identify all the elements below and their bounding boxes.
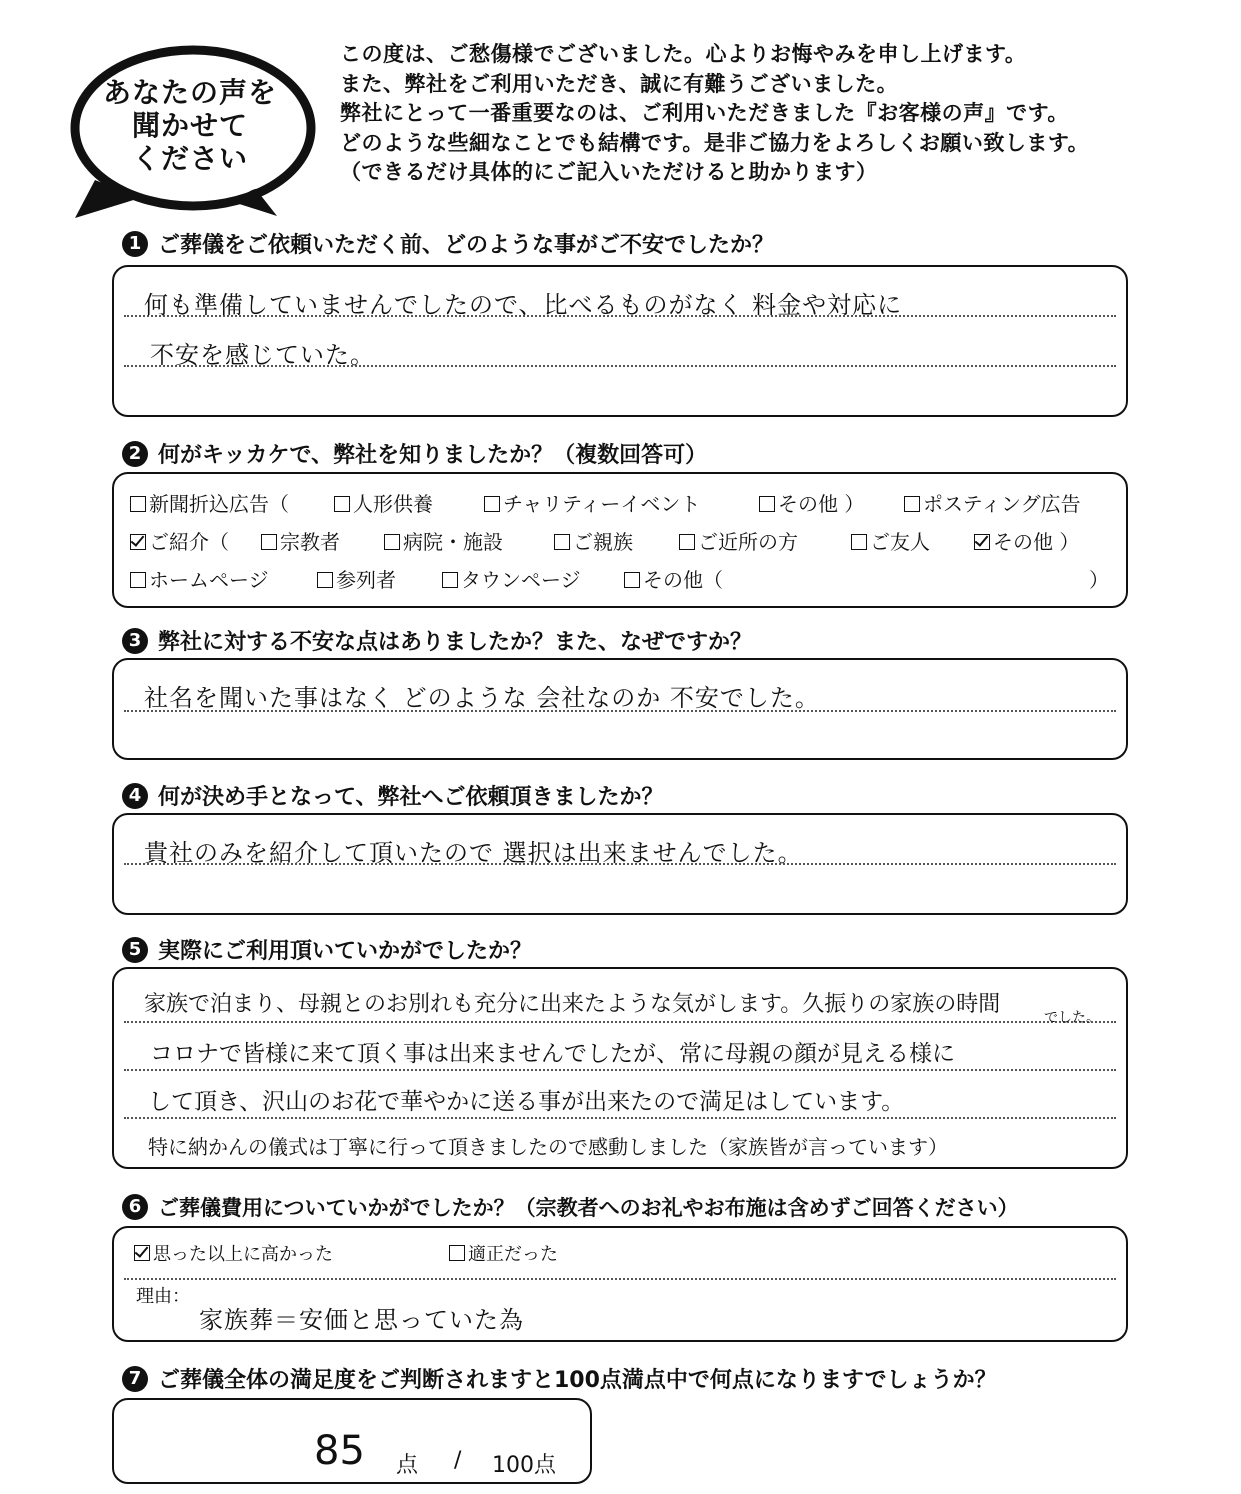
- handwritten-answer-line: して頂き、沢山のお花で華やかに送る事が出来たので満足はしています。: [148, 1089, 905, 1115]
- checkbox[interactable]: [334, 496, 350, 512]
- closing-paren: ）: [1089, 568, 1109, 592]
- handwritten-reason: 家族葬＝安価と思っていた為: [199, 1306, 524, 1334]
- score-slash: /: [454, 1448, 462, 1473]
- number-badge-2: 2: [122, 441, 148, 467]
- question-3-text: 弊社に対する不安な点はありましたか？また、なぜですか？: [158, 630, 753, 655]
- checkbox[interactable]: [130, 496, 146, 512]
- checkbox[interactable]: [384, 534, 400, 550]
- question-1: [122, 228, 774, 259]
- answer-box-3[interactable]: [112, 658, 1128, 760]
- speech-bubble: [55, 40, 325, 230]
- option-other-3[interactable]: [624, 564, 723, 593]
- option-label: 適正だった: [468, 1244, 558, 1265]
- number-badge-3: 3: [122, 628, 148, 654]
- checkbox[interactable]: [759, 496, 775, 512]
- intro-line: この度は、ご愁傷様でございました。心よりお悔やみを申し上げます。: [340, 42, 1027, 66]
- question-7-text: ご葬儀全体の満足度をご判断されますと100点満点中で何点になりますでしょうか？: [158, 1368, 997, 1393]
- option-label: ご友人: [870, 530, 930, 554]
- question-6-text: ご葬儀費用についていかがでしたか？（宗教者へのお礼やお布施は含めずご回答ください）: [158, 1196, 1019, 1220]
- score-max: 100点: [492, 1453, 556, 1478]
- question-2-text: 何がキッカケで、弊社を知りましたか？（複数回答可）: [158, 443, 708, 468]
- reason-label: 理由：: [136, 1286, 190, 1307]
- intro-line: どのような些細なことでも結構です。是非ご協力をよろしくお願い致します。: [340, 130, 1090, 155]
- checkbox-checked[interactable]: [134, 1245, 150, 1261]
- intro-line: また、弊社をご利用いただき、誠に有難うございました。: [340, 71, 899, 96]
- handwritten-answer-line: 特に納かんの儀式は丁寧に行って頂きましたので感動しました（家族皆が言っています）: [148, 1135, 948, 1159]
- number-badge-5: 5: [122, 937, 148, 963]
- option-label: その他（: [643, 568, 723, 592]
- handwritten-answer-tail: でした。: [1044, 1010, 1100, 1026]
- ruled-line: [124, 1021, 1116, 1023]
- option-other-2[interactable]: [974, 526, 1079, 555]
- checkbox[interactable]: [484, 496, 500, 512]
- question-1-text: ご葬儀をご依頼いただく前、どのような事がご不安でしたか？: [158, 233, 775, 258]
- checkbox-checked[interactable]: [130, 534, 146, 550]
- option-hospital[interactable]: [384, 526, 503, 555]
- handwritten-answer-line: 家族で泊まり、母親とのお別れも充分に出来たような気がします。久振りの家族の時間: [144, 992, 1001, 1017]
- question-4: [122, 780, 664, 811]
- handwritten-answer-line: コロナで皆様に来て頂く事は出来ませんでしたが、常に母親の顔が見える様に: [150, 1041, 955, 1067]
- option-other-1[interactable]: [759, 488, 864, 517]
- score-unit: 点: [396, 1453, 419, 1478]
- option-label: ご紹介（: [149, 530, 229, 554]
- number-badge-4: 4: [122, 783, 148, 809]
- handwritten-answer-line: 社名を聞いた事はなく どのような 会社なのか 不安でした。: [144, 684, 820, 712]
- checkbox[interactable]: [624, 572, 640, 588]
- checkbox[interactable]: [261, 534, 277, 550]
- answer-box-1[interactable]: [112, 265, 1128, 417]
- checkbox[interactable]: [449, 1245, 465, 1261]
- handwritten-answer-line: 何も準備していませんでしたので、比べるものがなく 料金や対応に: [144, 291, 903, 319]
- option-homepage[interactable]: [130, 564, 269, 593]
- option-more-expensive[interactable]: [134, 1240, 333, 1266]
- option-label: 病院・施設: [403, 530, 503, 554]
- option-clergy[interactable]: [261, 526, 340, 555]
- option-label: ホームページ: [149, 568, 269, 592]
- checkbox[interactable]: [554, 534, 570, 550]
- number-badge-1: 1: [122, 231, 148, 257]
- option-relatives[interactable]: [554, 526, 633, 555]
- option-attendee[interactable]: [317, 564, 396, 593]
- answer-box-6: [112, 1226, 1128, 1342]
- bubble-title: [95, 76, 285, 175]
- ruled-line: [124, 1069, 1116, 1071]
- ruled-line: [124, 1117, 1116, 1119]
- ruled-line: [124, 1278, 1116, 1280]
- question-2: [122, 438, 707, 469]
- option-label: タウンページ: [461, 568, 581, 592]
- bubble-line: 聞かせて: [131, 109, 248, 142]
- question-5-text: 実際にご利用頂いていかがでしたか？: [158, 939, 533, 964]
- option-label: その他 ）: [993, 530, 1080, 554]
- option-label: ご近所の方: [698, 530, 798, 554]
- question-5: [122, 934, 532, 965]
- question-7: [122, 1363, 997, 1394]
- option-neighbors[interactable]: [679, 526, 798, 555]
- answer-box-4[interactable]: [112, 813, 1128, 915]
- option-label: 新聞折込広告（: [149, 492, 289, 516]
- option-label: 参列者: [336, 568, 396, 592]
- checkbox[interactable]: [442, 572, 458, 588]
- option-label: 人形供養: [353, 492, 433, 516]
- checkbox-checked[interactable]: [974, 534, 990, 550]
- handwritten-answer-line: 不安を感じていた。: [150, 341, 375, 369]
- option-friends[interactable]: [851, 526, 930, 555]
- handwritten-answer-line: 貴社のみを紹介して頂いたので 選択は出来ませんでした。: [144, 839, 803, 867]
- checkbox[interactable]: [851, 534, 867, 550]
- bubble-line: ください: [131, 142, 248, 175]
- option-doll-memorial[interactable]: [334, 488, 433, 517]
- option-label: チャリティーイベント: [503, 492, 701, 516]
- number-badge-7: 7: [122, 1366, 148, 1392]
- answer-box-5[interactable]: [112, 967, 1128, 1169]
- options-box-2: [112, 472, 1128, 608]
- question-4-text: 何が決め手となって、弊社へご依頼頂きましたか？: [158, 785, 664, 810]
- checkbox[interactable]: [317, 572, 333, 588]
- intro-line: 弊社にとって一番重要なのは、ご利用いただきました『お客様の声』です。: [340, 101, 1069, 125]
- option-posting-ad[interactable]: [904, 488, 1081, 517]
- option-reasonable[interactable]: [449, 1240, 558, 1266]
- intro-text: [340, 40, 1220, 188]
- option-label: ポスティング広告: [923, 492, 1081, 516]
- number-badge-6: 6: [122, 1194, 148, 1220]
- intro-line: （できるだけ具体的にご記入いただけると助かります）: [340, 160, 878, 184]
- option-referral[interactable]: [130, 526, 229, 555]
- option-charity-event[interactable]: [484, 488, 700, 517]
- score-value: 85: [314, 1428, 365, 1474]
- score-box[interactable]: [112, 1398, 592, 1484]
- option-label: ご親族: [573, 530, 633, 554]
- option-label: 宗教者: [280, 530, 340, 554]
- option-newspaper[interactable]: [130, 488, 289, 517]
- question-3: [122, 625, 752, 656]
- bubble-line: あなたの声を: [102, 76, 277, 109]
- option-townpage[interactable]: [442, 564, 581, 593]
- option-label: 思った以上に高かった: [153, 1244, 333, 1265]
- checkbox[interactable]: [904, 496, 920, 512]
- checkbox[interactable]: [130, 572, 146, 588]
- option-label: その他 ）: [778, 492, 865, 516]
- checkbox[interactable]: [679, 534, 695, 550]
- question-6: [122, 1192, 1019, 1222]
